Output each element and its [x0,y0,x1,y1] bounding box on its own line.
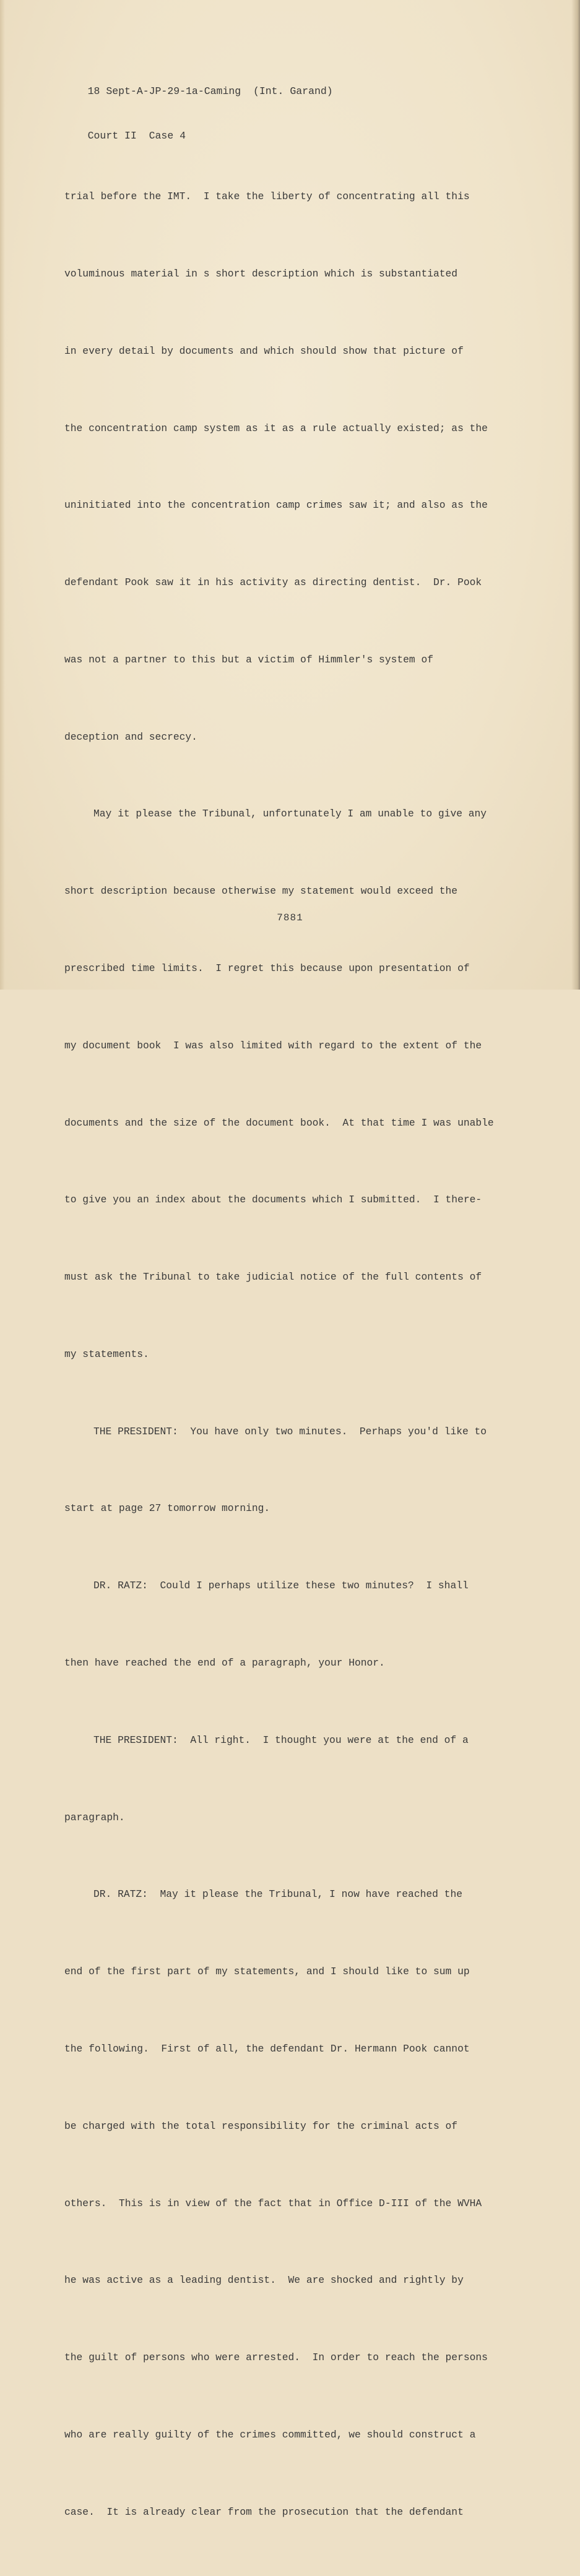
text-line: my statements. [64,1348,149,1360]
text-line: was not a partner to this but a victim of Himmler's system of [64,653,433,665]
text-line: defendant Pook saw it in his activity as directing dentist. Dr. Pook [64,576,482,589]
page-number: 7881 [277,912,303,923]
text-line: the concentration camp system as it as a rule actually existed; as the [64,422,488,434]
text-line: be charged with the total responsibility for the criminal acts of [64,2120,458,2132]
text-line: DR. RATZ: May it please the Tribunal, I now have reached the [93,1888,462,1901]
text-line: THE PRESIDENT: You have only two minutes. Perhaps you'd like to [93,1425,487,1437]
text-line: end of the first part of my statements, and I should like to sum up [64,1966,470,1978]
text-line: short description because otherwise my statement would exceed the [64,885,458,897]
text-line: the following. First of all, the defendant Dr. Hermann Pook cannot [64,2042,470,2055]
text-line: May it please the Tribunal, unfortunately I am unable to give any [93,808,487,820]
text-line: who are really guilty of the crimes committed, we should construct a [64,2428,476,2441]
header-line-2: Court II Case 4 [87,130,186,142]
transcript-body [64,132,522,2576]
text-line: deception and secrecy. [64,730,197,743]
text-line: others. This is in view of the fact that in Office D-III of the WVHA [64,2197,482,2209]
text-line: paragraph. [64,1811,125,1823]
text-line: must ask the Tribunal to take judicial notice of the full contents of [64,1271,482,1283]
text-line: my document book I was also limited with regard to the extent of the [64,1039,482,1051]
paper-left-edge [0,0,5,990]
text-line: documents and the size of the document book. At that time I was unable [64,1116,494,1129]
text-line: the guilt of persons who were arrested. In order to reach the persons [64,2351,488,2364]
text-line: he was active as a leading dentist. We are shocked and rightly by [64,2274,464,2287]
text-line: THE PRESIDENT: All right. I thought you were at the end of a [93,1734,469,1746]
text-line: then have reached the end of a paragraph, your Honor. [64,1657,385,1669]
text-line: to give you an index about the documents which I submitted. I there- [64,1194,482,1206]
text-line: uninitiated into the concentration camp crimes saw it; and also as the [64,499,488,511]
paper-right-edge [571,0,580,990]
text-line: prescribed time limits. I regret this because upon presentation of [64,962,470,974]
text-line: start at page 27 tomorrow morning. [64,1502,271,1515]
header-line-1: 18 Sept-A-JP-29-1a-Caming (Int. Garand) [87,85,333,97]
text-line: case. It is already clear from the prosecution that the defendant [64,2505,464,2518]
text-line: voluminous material in s short description which is substantiated [64,267,458,280]
text-line: trial before the IMT. I take the liberty of concentrating all this [64,190,470,203]
text-line: in every detail by documents and which should show that picture of [64,344,464,357]
text-line: DR. RATZ: Could I perhaps utilize these two minutes? I shall [93,1580,469,1592]
